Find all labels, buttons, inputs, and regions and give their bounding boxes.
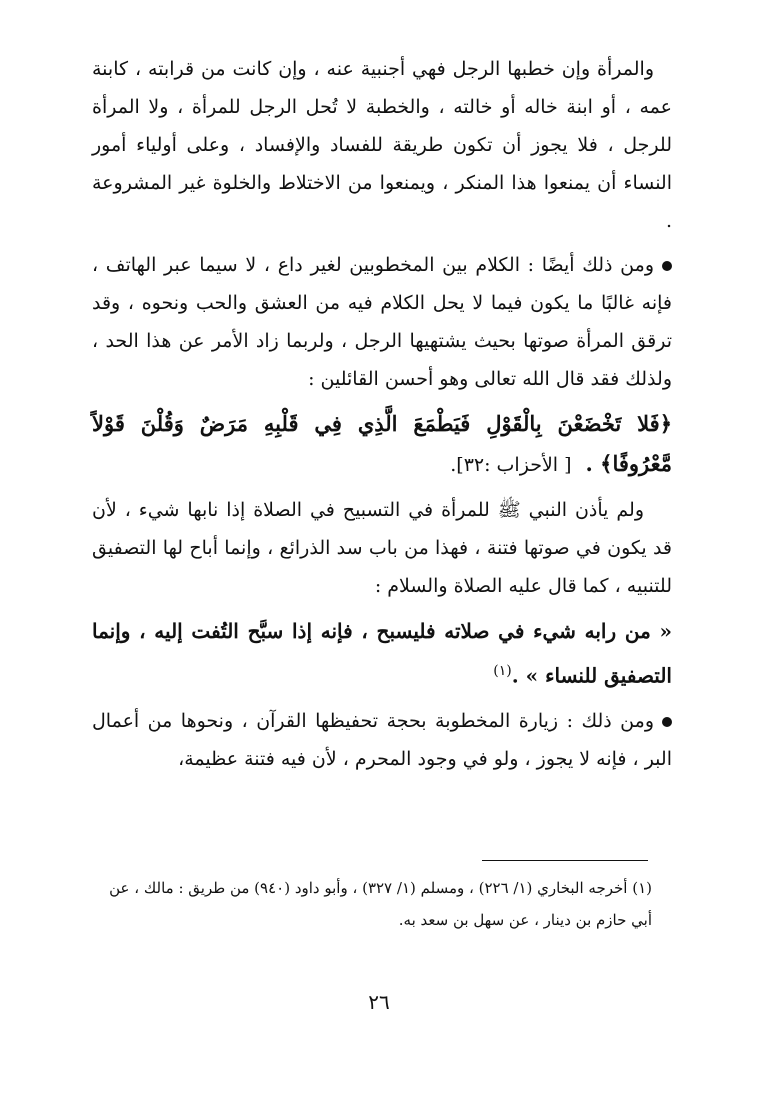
paragraph-3: ولم يأذن النبي ﷺ للمرأة في التسبيح في الصلاة إذا نابها شيء ، لأن قد يكون في صوتها فتنة ، فهذا من باب سد الذرائع ، وإنما أباح لها التصفيق للتنبيه ، كما قال عليه الصلاة والسلام : [92, 499, 672, 597]
footnote: (١) أخرجه البخاري (١/ ٢٢٦) ، ومسلم (١/ ٣٢٧) ، وأبو داود (٩٤٠) من طريق : مالك ، عن أبي حازم بن دينار ، عن سهل بن سعد به. [109, 879, 652, 929]
verse-text: ﴿فَلا تَخْضَعْنَ بِالْقَوْلِ فَيَطْمَعَ الَّذِي فِي قَلْبِهِ مَرَضٌ وَقُلْنَ قَوْلاً مَّعْرُوفًا﴾ . [92, 411, 672, 476]
quran-verse [92, 404, 672, 485]
paragraph-4 [92, 702, 672, 778]
paragraph-2-text: ومن ذلك أيضًا : الكلام بين المخطوبين لغير داع ، لا سيما عبر الهاتف ، فإنه غالبًا ما يكون فيما لا يحل الكلام فيه من العشق والحب ونحوه ، وقد ترقق المرأة صوتها بحيث يشتهيها الرجل ، ولربما زاد الأمر عن هذا الحد ، ولذلك فقد قال الله تعالى وهو أحسن القائلين : [92, 254, 672, 390]
paragraph-2 [92, 246, 672, 398]
verse-reference: [ الأحزاب :٣٢]. [450, 454, 572, 476]
paragraph-4-text: ومن ذلك : زيارة المخطوبة بحجة تحفيظها القرآن ، ونحوها من أعمال البر ، فإنه لا يجوز ، ولو في وجود المحرم ، لأن فيه فتنة عظيمة، [92, 709, 672, 770]
bullet-icon [662, 261, 672, 271]
main-text [92, 50, 672, 784]
bullet-icon [662, 717, 672, 727]
hadith-quote [92, 611, 672, 696]
page-number: ٢٦ [368, 990, 390, 1014]
footnote-divider [482, 860, 648, 861]
footnote-marker: (١) [493, 663, 512, 679]
paragraph-1: والمرأة وإن خطبها الرجل فهي أجنبية عنه ، وإن كانت من قرابته ، كابنة عمه ، أو ابنة خاله أو خالته ، والخطبة لا تُحل الرجل للمرأة ، ولا المرأة للرجل ، فلا يجوز أن تكون طريقة للفساد والإفساد ، وعلى أولياء أمور النساء أن يمنعوا هذا المنكر ، ويمنعوا من الاختلاط والخلوة غير المشروعة . [92, 58, 672, 232]
hadith-text: « من رابه شيء في صلاته فليسبح ، فإنه إذا سبَّح التُفت إليه ، وإنما التصفيق للنساء » . [92, 619, 672, 688]
